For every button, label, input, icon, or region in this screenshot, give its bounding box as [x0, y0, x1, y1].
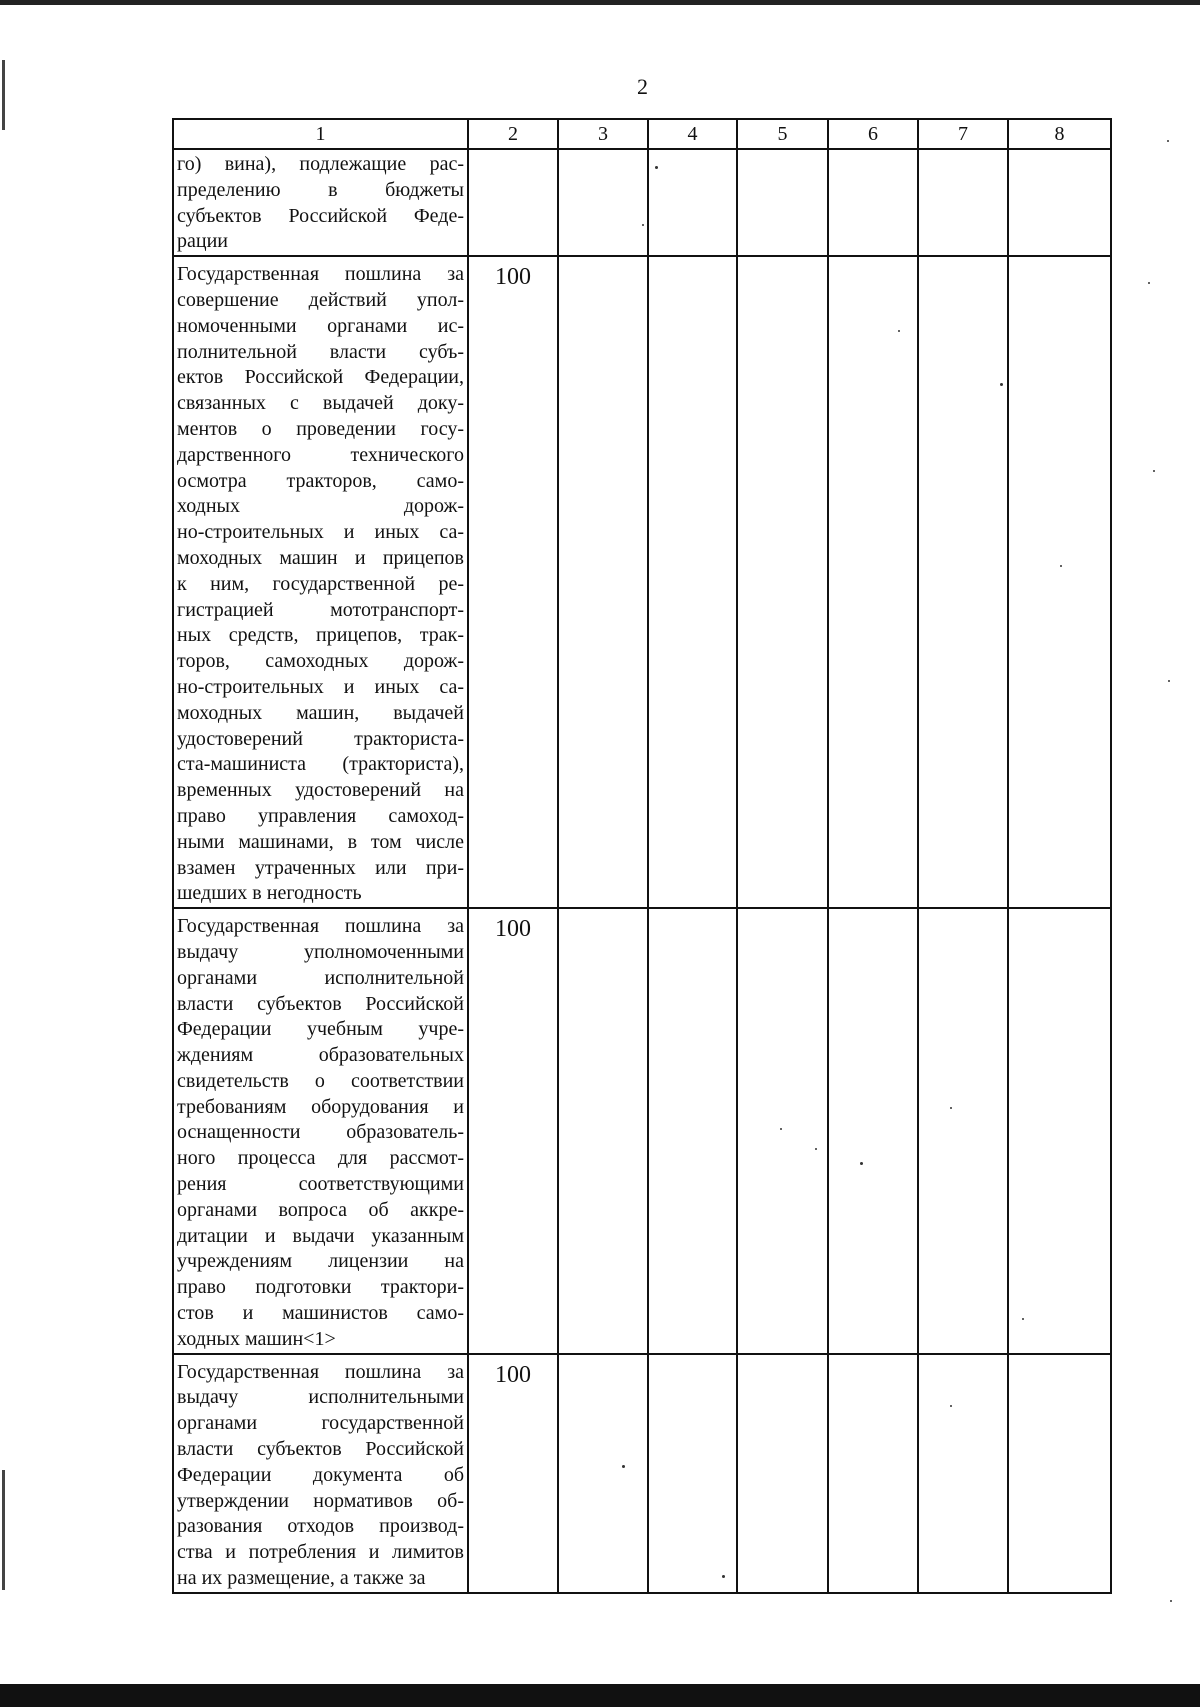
- description-line: ментов о проведении госу-: [177, 417, 464, 440]
- description-line: органами государственной: [177, 1412, 464, 1435]
- empty-cell-col-8: [1008, 908, 1111, 1354]
- empty-cell-col-5: [737, 908, 828, 1354]
- description-line: дарственного технического: [177, 443, 464, 466]
- scan-speck: [622, 1465, 625, 1468]
- empty-cell-col-6: [828, 1354, 918, 1593]
- empty-cell-col-3: [558, 149, 648, 256]
- description-line: полнительной власти субъ-: [177, 340, 464, 363]
- description-line: ждениям образовательных: [177, 1044, 464, 1067]
- scan-speck: [1148, 282, 1150, 284]
- empty-cell-col-8: [1008, 256, 1111, 908]
- column-header: 8: [1008, 119, 1111, 149]
- description-line: органами исполнительной: [177, 966, 464, 989]
- table-row: [173, 908, 1111, 1354]
- empty-cell-col-7: [918, 256, 1008, 908]
- description-line: оснащенности образователь-: [177, 1121, 464, 1144]
- empty-cell-col-8: [1008, 149, 1111, 256]
- page-number: 2: [637, 74, 648, 99]
- description-line: органами вопроса об аккре-: [177, 1198, 464, 1221]
- scan-speck: [815, 1148, 817, 1150]
- rate-percent-cell: 100: [468, 256, 558, 908]
- description-line: на их размещение, а также за: [177, 1567, 426, 1590]
- fee-table: [172, 118, 1112, 1594]
- scan-speck: [722, 1575, 725, 1578]
- description-line: торов, самоходных дорож-: [177, 650, 464, 673]
- scan-speck: [950, 1405, 952, 1407]
- description-line: но-строительных и иных са-: [177, 675, 464, 698]
- fee-description-cell: [173, 1354, 468, 1593]
- empty-cell-col-5: [737, 149, 828, 256]
- empty-cell-col-7: [918, 149, 1008, 256]
- description-line: моходных машин, выдачей: [177, 701, 464, 724]
- scan-speck: [1170, 1600, 1172, 1602]
- description-line: рения соответствующими: [177, 1173, 464, 1196]
- rate-percent-cell: [468, 149, 558, 256]
- scan-top-edge: [0, 0, 1200, 5]
- description-line: моходных машин и прицепов: [177, 546, 464, 569]
- table-row: [173, 149, 1111, 256]
- description-line: ства и потребления и лимитов: [177, 1541, 464, 1564]
- description-line: свидетельств о соответствии: [177, 1069, 464, 1092]
- description-line: ными машинами, в том числе: [177, 830, 464, 853]
- empty-cell-col-5: [737, 256, 828, 908]
- description-line: ста-машиниста (тракториста),: [177, 753, 464, 776]
- scan-speck: [1000, 383, 1003, 386]
- table-row: [173, 1354, 1111, 1593]
- description-line: право подготовки трактори-: [177, 1276, 464, 1299]
- empty-cell-col-7: [918, 908, 1008, 1354]
- description-line: требованиям оборудования и: [177, 1095, 464, 1118]
- empty-cell-col-3: [558, 908, 648, 1354]
- description-line: право управления самоход-: [177, 804, 464, 827]
- description-line: к ним, государственной ре-: [177, 572, 464, 595]
- description-line: Федерации документа об: [177, 1463, 464, 1486]
- rate-percent-cell: 100: [468, 1354, 558, 1593]
- description-line: власти субъектов Российской: [177, 1438, 464, 1461]
- scan-speck: [950, 1107, 952, 1109]
- description-line: Государственная пошлина за: [177, 263, 464, 286]
- empty-cell-col-4: [648, 256, 737, 908]
- scan-speck: [1060, 565, 1062, 567]
- scan-speck: [655, 166, 658, 169]
- description-line: удостоверений тракториста-: [177, 727, 464, 750]
- empty-cell-col-4: [648, 1354, 737, 1593]
- scan-speck: [1022, 1318, 1024, 1320]
- empty-cell-col-5: [737, 1354, 828, 1593]
- column-header: 2: [468, 119, 558, 149]
- description-line: выдачу уполномоченными: [177, 940, 464, 963]
- description-line: временных удостоверений на: [177, 779, 464, 802]
- column-header: 3: [558, 119, 648, 149]
- description-line: ходных машин<1>: [177, 1327, 336, 1350]
- column-header: 5: [737, 119, 828, 149]
- empty-cell-col-6: [828, 149, 918, 256]
- empty-cell-col-3: [558, 1354, 648, 1593]
- description-line: утверждении нормативов об-: [177, 1489, 464, 1512]
- description-line: связанных с выдачей доку-: [177, 392, 464, 415]
- scan-speck: [1167, 140, 1169, 142]
- empty-cell-col-7: [918, 1354, 1008, 1593]
- description-line: рации: [177, 230, 228, 253]
- description-line: ектов Российской Федерации,: [177, 366, 464, 389]
- description-line: стов и машинистов само-: [177, 1302, 464, 1325]
- description-line: но-строительных и иных са-: [177, 521, 464, 544]
- description-line: разования отходов производ-: [177, 1515, 464, 1538]
- fee-description-cell: [173, 256, 468, 908]
- description-line: номоченными органами ис-: [177, 314, 464, 337]
- fee-description-cell: [173, 149, 468, 256]
- column-number-row: [173, 119, 1111, 149]
- scan-speck: [898, 330, 900, 332]
- description-line: дитации и выдачи указанным: [177, 1224, 464, 1247]
- column-header: 6: [828, 119, 918, 149]
- scan-left-edge-mark: [2, 1470, 5, 1590]
- scan-speck: [1168, 680, 1170, 682]
- description-line: Государственная пошлина за: [177, 915, 464, 938]
- empty-cell-col-3: [558, 256, 648, 908]
- column-header: 7: [918, 119, 1008, 149]
- description-line: ходных дорож-: [177, 495, 464, 518]
- table-row: [173, 256, 1111, 908]
- scan-speck: [1153, 470, 1155, 472]
- description-line: выдачу исполнительными: [177, 1386, 464, 1409]
- empty-cell-col-6: [828, 908, 918, 1354]
- description-line: Федерации учебным учре-: [177, 1018, 464, 1041]
- description-line: осмотра тракторов, само-: [177, 469, 464, 492]
- description-line: власти субъектов Российской: [177, 992, 464, 1015]
- column-header: 1: [173, 119, 468, 149]
- description-line: Государственная пошлина за: [177, 1360, 464, 1383]
- description-line: взамен утраченных или при-: [177, 856, 464, 879]
- description-line: го) вина), подлежащие рас-: [177, 153, 464, 175]
- column-header: 4: [648, 119, 737, 149]
- scan-speck: [860, 1162, 863, 1165]
- description-line: гистрацией мототранспорт-: [177, 598, 464, 621]
- empty-cell-col-4: [648, 908, 737, 1354]
- description-line: шедших в негодность: [177, 882, 362, 905]
- description-line: ных средств, прицепов, трак-: [177, 624, 464, 647]
- empty-cell-col-4: [648, 149, 737, 256]
- description-line: учреждениям лицензии на: [177, 1250, 464, 1273]
- description-line: ного процесса для рассмот-: [177, 1147, 464, 1170]
- description-line: совершение действий упол-: [177, 288, 464, 311]
- scan-bottom-edge: [0, 1684, 1200, 1707]
- fee-description-cell: [173, 908, 468, 1354]
- scan-speck: [642, 224, 644, 226]
- description-line: субъектов Российской Феде-: [177, 204, 464, 227]
- scan-speck: [780, 1128, 782, 1130]
- empty-cell-col-6: [828, 256, 918, 908]
- description-line: пределению в бюджеты: [177, 178, 464, 201]
- rate-percent-cell: 100: [468, 908, 558, 1354]
- empty-cell-col-8: [1008, 1354, 1111, 1593]
